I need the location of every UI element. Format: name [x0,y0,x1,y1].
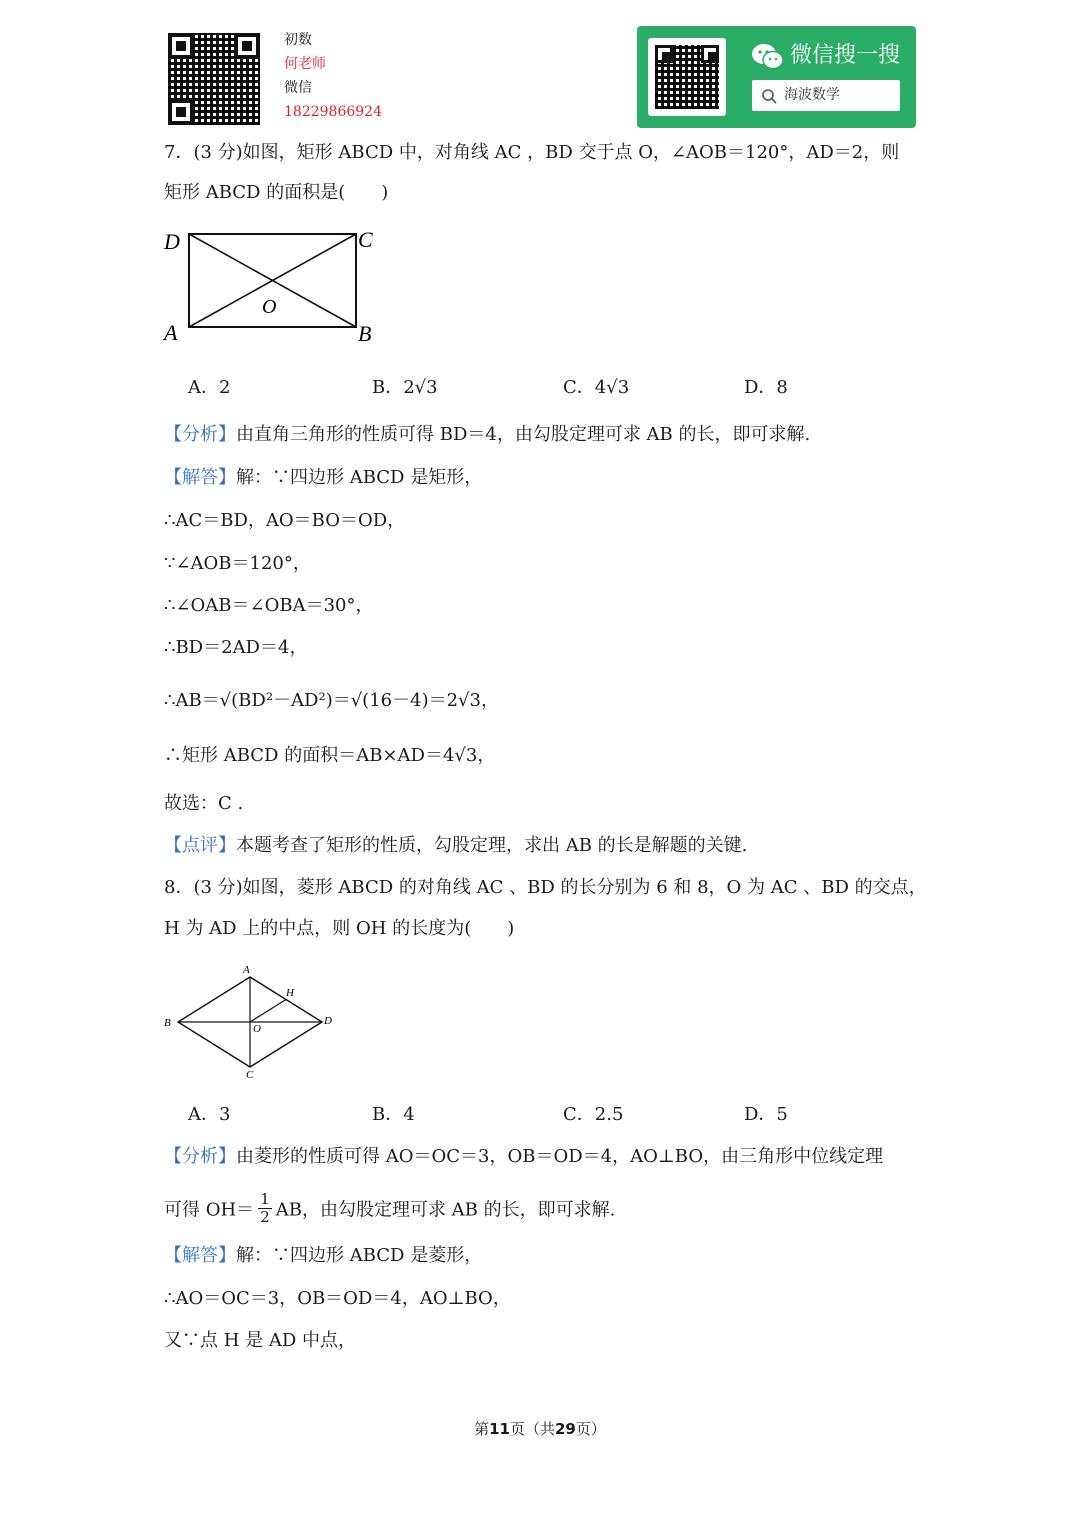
solution-text: 解：∵四边形 ABCD 是矩形， [236,467,483,488]
q7-step: ∴∠OAB＝∠OBA＝30°， [164,595,374,616]
label-B: B [164,1017,171,1029]
fraction-numerator: 1 [260,1190,270,1208]
q8-solution [164,1244,482,1268]
contact-line-4: 18229866924 [284,104,382,120]
q7-review [164,834,747,858]
q7-rectangle-figure [160,224,390,349]
search-value: 海波数学 [784,87,840,103]
q7-option-a: A．2 [188,377,231,398]
q8-option-b: B．4 [372,1104,415,1125]
q8-option-c: C．2.5 [563,1104,624,1125]
solution-text: 解：∵四边形 ABCD 是菱形， [236,1245,483,1266]
analysis-text: AB，由勾股定理可求 AB 的长，即可求解. [275,1199,616,1221]
qr-corner [168,99,194,125]
qr-corner [234,33,260,59]
analysis-text: 可得 OH＝ [164,1199,255,1221]
contact-line-3: 微信 [284,80,312,96]
footer-prefix: 第 [474,1420,490,1438]
page-footer [0,1418,1080,1440]
q7-step: ∴矩形 ABCD 的面积＝AB×AD＝4√3， [164,745,496,766]
label-D: D [324,1015,332,1027]
qr-corner [168,33,194,59]
label-A: A [164,320,178,345]
label-A: A [243,964,250,976]
qr-corner [655,45,673,63]
q7-option-c: C．4√3 [563,377,630,398]
q8-rhombus-figure [158,960,348,1085]
q8-option-d: D．5 [744,1104,788,1125]
q8-analysis-line-1 [164,1145,883,1169]
q8-option-a: A．3 [188,1104,231,1125]
q7-step: ∵∠AOB＝120°， [164,553,311,574]
q7-stem-line-2: 矩形 ABCD 的面积是( ) [164,182,389,203]
solution-tag: 【解答】 [164,467,236,488]
q7-step: ∴AB＝√(BD²－AD²)＝√(16－4)＝2√3， [164,690,499,711]
label-D: D [164,229,180,254]
label-O: O [262,296,277,318]
footer-mid: 页（共 [509,1420,555,1438]
q8-stem-line-1: 8．(3 分)如图，菱形 ABCD 的对角线 AC 、BD 的长分别为 6 和 8，O 为 AC 、BD 的交点， [164,877,927,898]
qr-corner [701,45,719,63]
q7-step: ∴BD＝2AD＝4， [164,637,308,658]
label-C: C [246,1069,254,1081]
analysis-text: 由直角三角形的性质可得 BD＝4，由勾股定理可求 AB 的长，即可求解. [236,424,811,445]
label-C: C [358,227,373,252]
label-H: H [286,987,294,999]
search-title: 微信搜一搜 [790,43,901,68]
contact-line-2: 何老师 [284,56,326,72]
q7-analysis [164,423,810,447]
q7-option-b: B．2√3 [372,377,438,398]
search-icon [761,88,777,104]
fraction [258,1191,272,1226]
fraction-denominator: 2 [260,1208,270,1226]
contact-line-1: 初数 [284,32,312,48]
page-number: 11 [489,1420,510,1438]
label-B: B [358,321,372,346]
label-O: O [253,1023,261,1035]
q8-step: 又∵点 H 是 AD 中点， [164,1330,357,1351]
analysis-tag: 【分析】 [164,424,236,445]
review-tag: 【点评】 [164,835,236,856]
analysis-tag: 【分析】 [164,1146,236,1167]
q7-solution [164,466,482,490]
solution-tag: 【解答】 [164,1245,236,1266]
q7-stem-line-1: 7．(3 分)如图，矩形 ABCD 中，对角线 AC ，BD 交于点 O，∠AOB＝120°，AD＝2，则 [164,142,900,163]
q8-step: ∴AO＝OC＝3，OB＝OD＝4，AO⊥BO， [164,1288,511,1309]
footer-suffix: 页） [575,1420,606,1438]
q8-stem-line-2: H 为 AD 上的中点，则 OH 的长度为( ) [164,918,515,939]
q7-step: ∴AC＝BD，AO＝BO＝OD， [164,510,406,531]
header [0,0,1080,140]
analysis-text: 由菱形的性质可得 AO＝OC＝3，OB＝OD＝4，AO⊥BO，由三角形中位线定理 [236,1146,884,1167]
q7-option-d: D．8 [744,377,788,398]
q7-step: 故选：C . [164,793,244,814]
review-text: 本题考查了矩形的性质，勾股定理，求出 AB 的长是解题的关键. [236,835,748,856]
q8-analysis-line-2 [164,1190,616,1228]
page-total: 29 [555,1420,576,1438]
wechat-icon [751,42,785,72]
